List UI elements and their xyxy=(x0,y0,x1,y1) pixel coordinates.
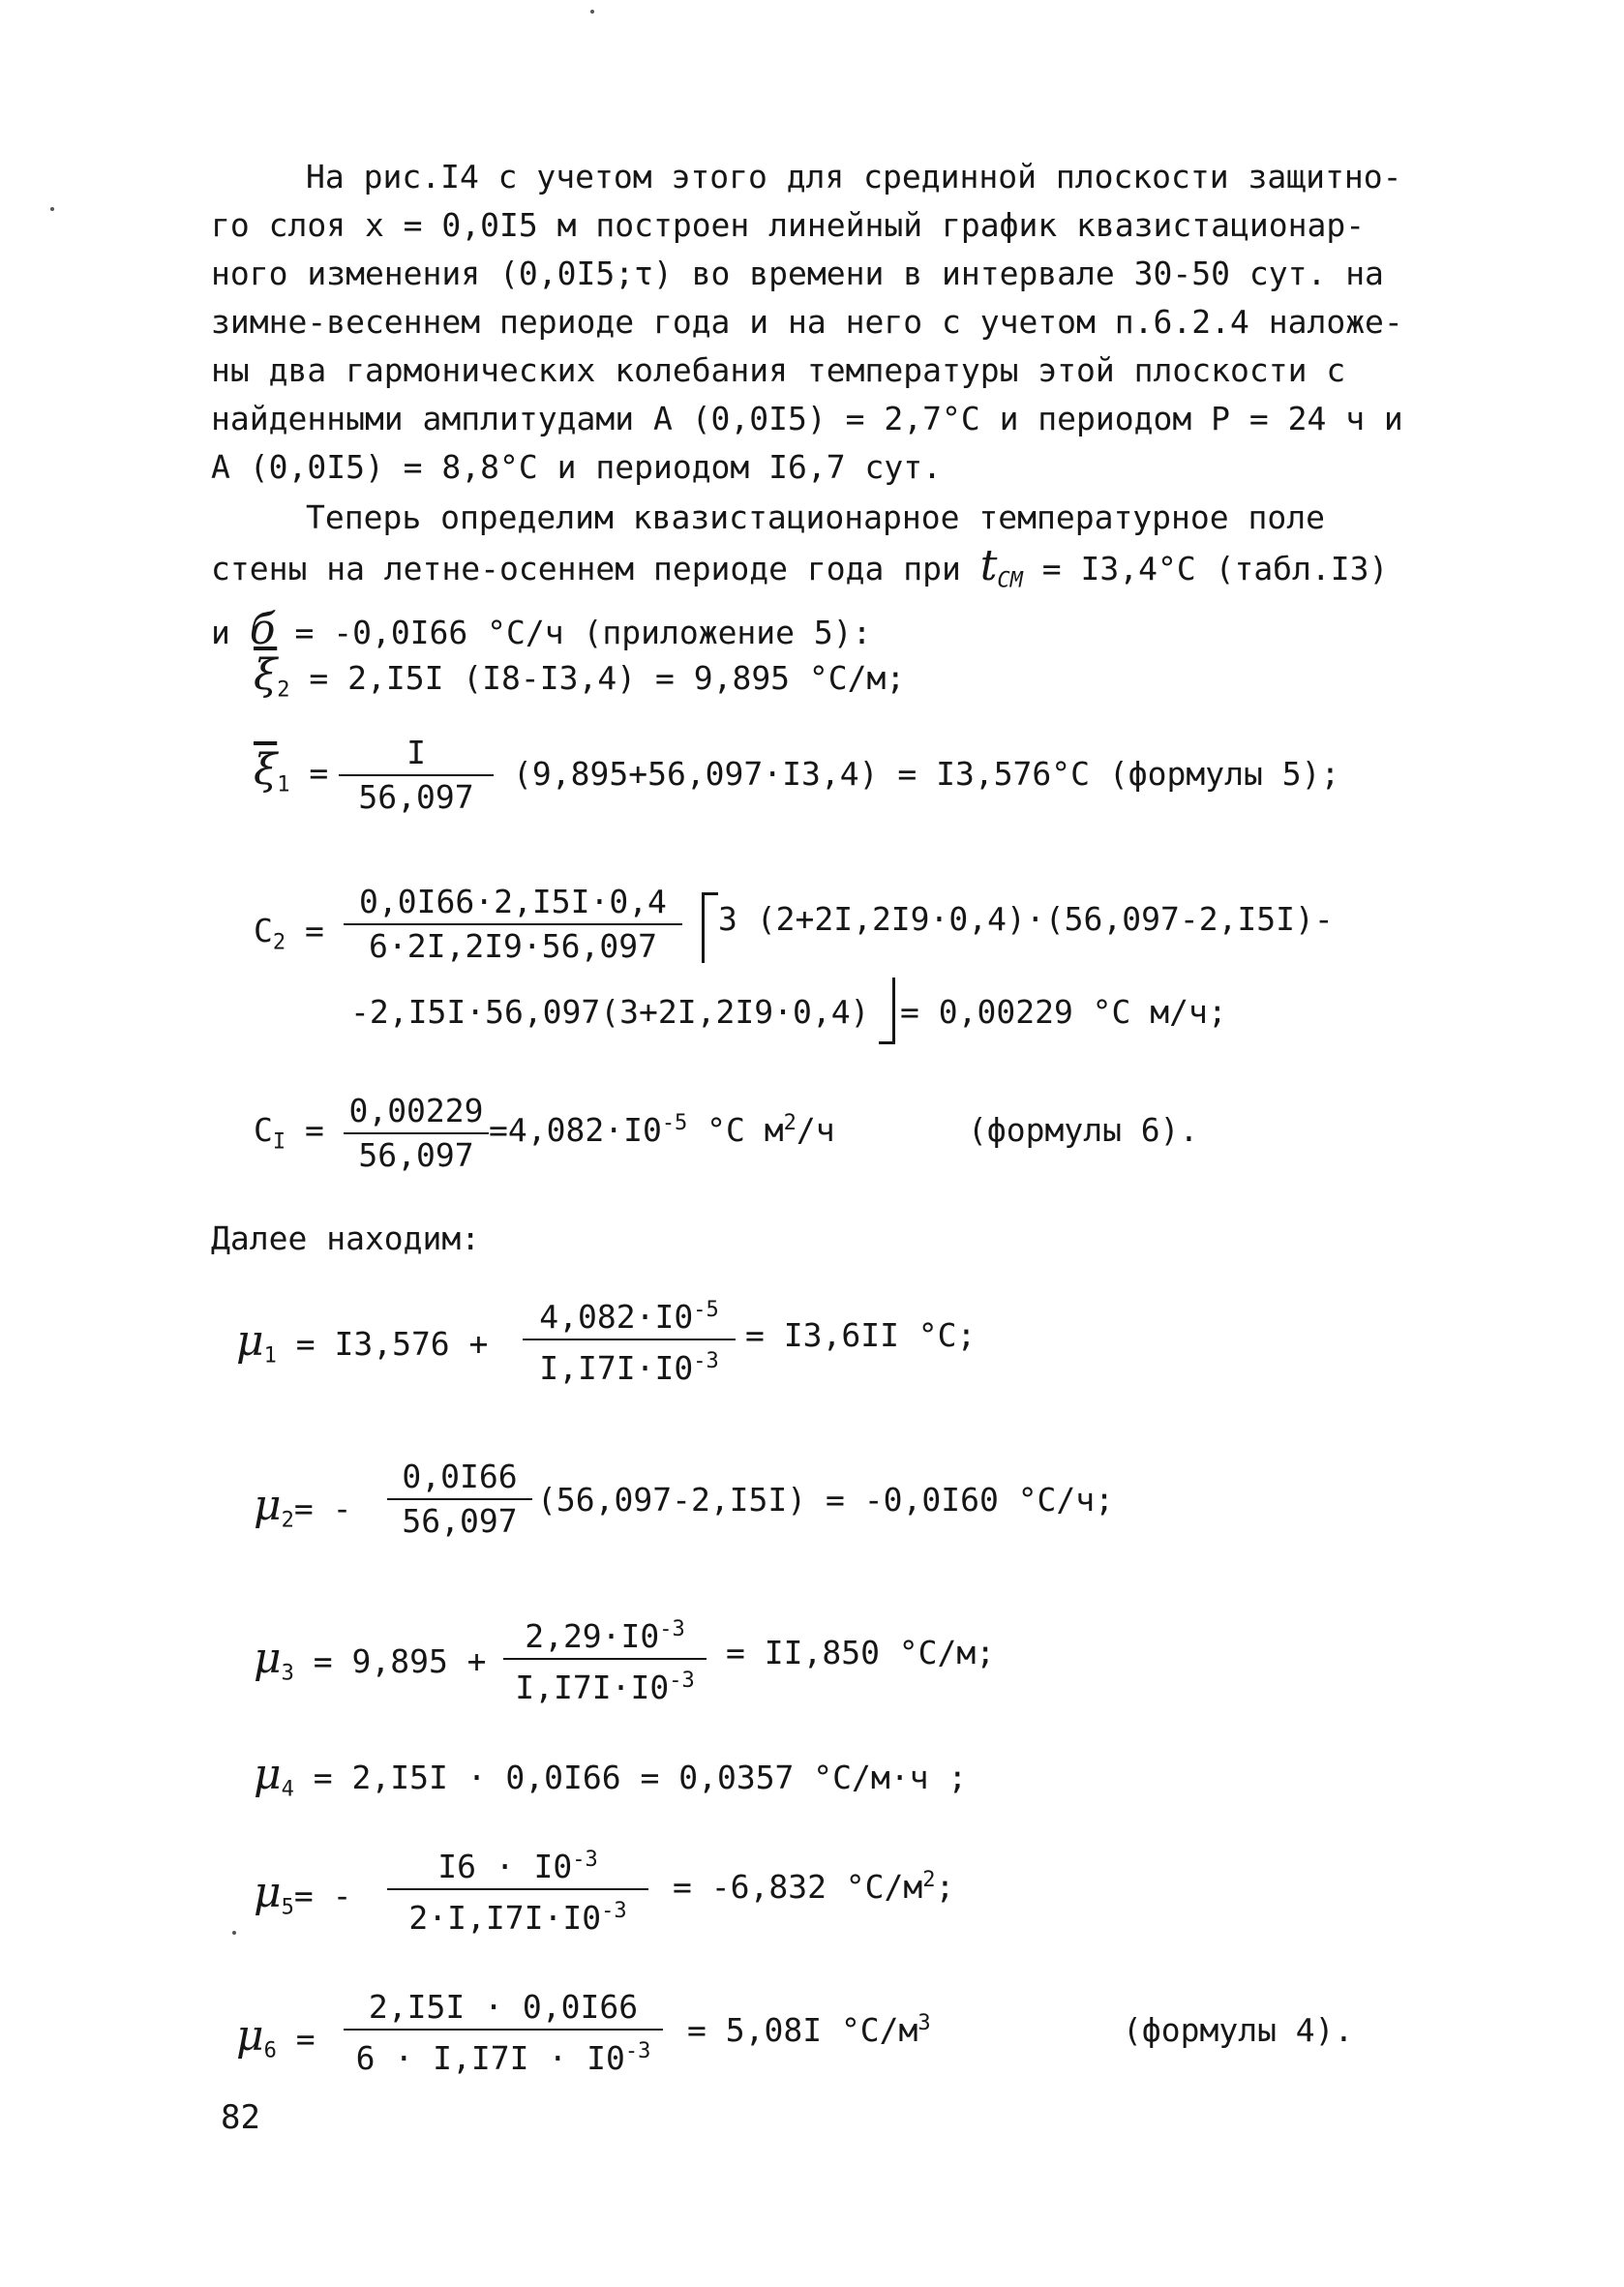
numerator: $I6 \cdot I0^{-3}$ xyxy=(387,1841,648,1890)
text-line: го слоя х = 0,0I5 м построен линейный график квазистационар- xyxy=(211,206,1366,244)
text-fragment: стены на летне-осеннем периоде года при xyxy=(211,550,980,587)
mu2-fraction xyxy=(387,1458,532,1543)
mu5-exp: 2 xyxy=(922,1868,936,1892)
c1-exp: -5 xyxy=(661,1111,688,1135)
mu4-expression: = 2,I5I · 0,0I66 = 0,0357 °С/м·ч ; xyxy=(313,1759,968,1796)
formula-c1-lhs: $С_I$ = xyxy=(254,1111,324,1155)
mu-symbol: μ xyxy=(254,1868,282,1917)
c1-units: °С м xyxy=(687,1111,784,1149)
b-symbol: б xyxy=(249,604,276,654)
mu-symbol: μ xyxy=(236,1316,264,1366)
formula-mu4 xyxy=(254,1750,967,1802)
c2-fraction xyxy=(344,883,682,968)
denominator: $I,I7I\cdot I0^{-3}$ xyxy=(515,1669,695,1706)
c2-line1: 3 (2+2I,2I9·0,4)·(56,097-2,I5I)- xyxy=(718,900,1334,938)
mu3-fraction xyxy=(503,1610,707,1709)
text-line: ного изменения (0,0I5;τ) во времени в интервале 30-50 сут. на xyxy=(211,255,1384,292)
denominator: $6 \cdot I,I7I \cdot I0^{-3}$ xyxy=(355,2039,651,2077)
right-bracket xyxy=(879,978,895,1044)
mu6-value: = 5,08I °С/м xyxy=(687,2011,918,2049)
scan-speck xyxy=(590,10,594,14)
text-line: Теперь определим квазистационарное температурное поле xyxy=(306,498,1325,536)
numerator: 0,00229 xyxy=(344,1092,489,1134)
c-symbol: С xyxy=(254,1111,273,1149)
numerator: 2,I5I · 0,0I66 xyxy=(344,1988,663,2031)
numerator: $4,082\cdot I0^{-5}$ xyxy=(523,1291,736,1340)
mu3-pre: = 9,895 + xyxy=(313,1642,487,1680)
denominator: 56,097 xyxy=(358,1136,474,1174)
c-sub: I xyxy=(272,1129,286,1155)
numerator: 0,0I66·2,I5I·0,4 xyxy=(344,883,682,925)
c1-value: =4,082·I0 xyxy=(489,1111,662,1149)
xi-sub: 2 xyxy=(277,677,290,703)
further-text: Далее находим: xyxy=(211,1219,481,1257)
xi1-rest: (9,895+56,097·I3,4) = I3,576°С (формулы 5); xyxy=(513,755,1340,793)
mu5-fraction xyxy=(387,1841,648,1940)
xi-symbol: $\overline{\xi}$ xyxy=(254,650,278,700)
xi-symbol: $\overline{\xi}$ xyxy=(254,745,278,795)
mu3-result: = II,850 °С/м; xyxy=(726,1634,996,1671)
mu6-exp: 3 xyxy=(917,2011,931,2035)
tsm-symbol: t xyxy=(979,541,998,590)
numerator: $2,29\cdot I0^{-3}$ xyxy=(503,1610,707,1660)
xi2-expression: = 2,I5I (I8-I3,4) = 9,895 °С/м; xyxy=(309,659,906,697)
mu2-pre: = - xyxy=(293,1490,352,1527)
mu5-pre: = - xyxy=(293,1877,352,1914)
mu-symbol: μ xyxy=(254,1481,282,1530)
now-paragraph xyxy=(211,494,1440,657)
intro-paragraph xyxy=(211,153,1440,492)
tsm-sub: СМ xyxy=(997,568,1023,593)
mu6-note: (формулы 4). xyxy=(1123,2011,1354,2049)
c-symbol: С xyxy=(254,912,273,949)
mu5-result xyxy=(673,1868,954,1906)
mu5-value: = -6,832 °С/м xyxy=(673,1868,923,1906)
mu-symbol: μ xyxy=(236,2011,264,2061)
mu6-pre: = xyxy=(295,2020,316,2058)
formula-mu3-lhs xyxy=(254,1634,487,1686)
text-line xyxy=(211,606,1440,657)
c1-units-exp: 2 xyxy=(783,1111,797,1135)
mu-sub: 6 xyxy=(263,2038,277,2063)
formula-mu6-lhs xyxy=(236,2011,316,2063)
formula-c2-lhs: $С_2$ = xyxy=(254,912,324,955)
scan-speck xyxy=(50,207,54,211)
formula-mu1-lhs xyxy=(236,1316,488,1369)
formula-mu5-lhs xyxy=(254,1868,351,1920)
b-value: = -0,0I66 °С/ч (приложение 5): xyxy=(275,613,872,651)
denominator: 56,097 xyxy=(402,1502,518,1540)
mu1-result: = I3,6II °С; xyxy=(745,1316,977,1354)
denominator: 6·2I,2I9·56,097 xyxy=(368,927,657,965)
scan-speck xyxy=(232,1931,236,1935)
mu-sub: 3 xyxy=(281,1661,294,1686)
text-line: ны два гармонических колебания температуры этой плоскости с xyxy=(211,351,1346,389)
denominator: 56,097 xyxy=(358,778,474,816)
denominator: $2\cdot I,I7I\cdot I0^{-3}$ xyxy=(408,1899,627,1937)
numerator: I xyxy=(339,734,494,776)
mu1-pre: = I3,576 + xyxy=(295,1325,489,1363)
formula-xi1: $\overline{\xi}_1$ = xyxy=(254,745,329,797)
left-bracket xyxy=(702,892,718,963)
mu6-fraction xyxy=(344,1988,663,2080)
mu-sub: 4 xyxy=(281,1777,294,1802)
mu5-tail: ; xyxy=(935,1868,955,1906)
xi-sub: 1 xyxy=(277,772,290,797)
mu-sub: 1 xyxy=(263,1343,277,1369)
text-line: А (0,0I5) = 8,8°С и периодом I6,7 сут. xyxy=(211,448,942,486)
c2-line2: -2,I5I·56,097(3+2I,2I9·0,4) xyxy=(350,993,870,1031)
mu-sub: 5 xyxy=(281,1895,294,1920)
mu2-result: (56,097-2,I5I) = -0,0I60 °С/ч; xyxy=(537,1481,1115,1519)
text-line: На рис.I4 с учетом этого для срединной плоскости защитно- xyxy=(306,158,1402,196)
formula-mu2-lhs xyxy=(254,1481,351,1533)
formula-xi2 xyxy=(254,650,905,703)
tsm-value: = I3,4°С (табл.I3) xyxy=(1022,550,1389,587)
numerator: 0,0I66 xyxy=(387,1458,532,1500)
c1-result xyxy=(489,1111,835,1149)
mu6-result xyxy=(687,2011,931,2049)
c-sub: 2 xyxy=(272,930,286,955)
text-line: зимне-весеннем периоде года и на него с учетом п.6.2.4 наложе- xyxy=(211,303,1403,341)
c1-units-tail: /ч xyxy=(796,1111,835,1149)
text-line: найденными амплитудами А (0,0I5) = 2,7°С и периодом Р = 24 ч и xyxy=(211,400,1403,437)
xi1-fraction xyxy=(339,734,494,819)
mu1-fraction xyxy=(523,1291,736,1390)
mu-symbol: μ xyxy=(254,1750,282,1799)
c1-fraction xyxy=(344,1092,489,1177)
mu-symbol: μ xyxy=(254,1634,282,1683)
mu-sub: 2 xyxy=(281,1508,294,1533)
denominator: $I,I7I\cdot I0^{-3}$ xyxy=(539,1349,719,1387)
text-line xyxy=(211,542,1440,606)
page-number: 82 xyxy=(221,2098,260,2137)
c1-note: (формулы 6). xyxy=(968,1111,1199,1149)
c2-result: = 0,00229 °С м/ч; xyxy=(900,993,1227,1031)
text-fragment: и xyxy=(211,613,250,651)
